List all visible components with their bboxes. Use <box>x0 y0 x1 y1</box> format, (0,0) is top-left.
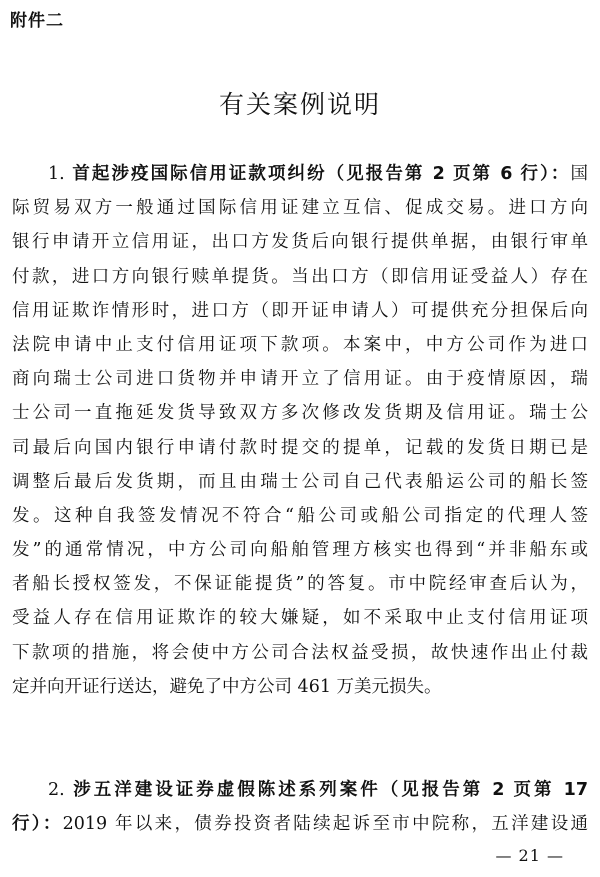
paragraph-line: 商向瑞士公司进口货物并申请开立了信用证。由于疫情原因，瑞 <box>12 369 588 390</box>
paragraph-line: 行）：2019 年以来，债券投资者陆续起诉至市中院称，五洋建设通 <box>12 814 588 835</box>
paragraph-case-2 <box>12 773 588 841</box>
paragraph-line: 信用证欺诈情形时，进口方（即开证申请人）可提供充分担保后向 <box>12 300 588 321</box>
paragraph-line: 法院申请中止支付信用证项下款项。本案中，中方公司作为进口 <box>12 334 588 355</box>
paragraph-line: 者船长授权签发，不保证能提货”的答复。市中院经审查后认为， <box>12 574 588 595</box>
paragraph-line: 际贸易双方一般通过国际信用证建立互信、促成交易。进口方向 <box>12 198 588 219</box>
case-heading: 1. 首起涉疫国际信用证款项纠纷（见报告第 2 页第 6 行）： <box>48 164 571 184</box>
paragraph-line: 1. 首起涉疫国际信用证款项纠纷（见报告第 2 页第 6 行）：国 <box>48 164 588 184</box>
page-number: — 21 — <box>495 846 564 865</box>
case-heading-continued: 行）： <box>12 814 63 835</box>
paragraph-line: 发”的通常情况，中方公司向船舶管理方核实也得到“并非船东或 <box>12 540 588 561</box>
page-title: 有关案例说明 <box>218 90 381 119</box>
case-heading: 2. 涉五洋建设证券虚假陈述系列案件（见报告第 2 页第 17 <box>48 780 588 800</box>
paragraph-line: 银行申请开立信用证，出口方发货后向银行提供单据，由银行审单 <box>12 232 588 253</box>
paragraph-line: 调整后最后发货期，而且由瑞士公司自己代表船运公司的船长签 <box>12 471 588 492</box>
paragraph-line: 司最后向国内银行申请付款时提交的提单，记载的发货日期已是 <box>12 437 588 458</box>
paragraph-line: 受益人存在信用证欺诈的较大嫌疑，如不采取中止支付信用证项 <box>12 608 588 629</box>
paragraph-line: 付款，进口方向银行赎单提货。当出口方（即信用证受益人）存在 <box>12 266 588 287</box>
paragraph-line <box>12 773 588 807</box>
paragraph-line: 定并向开证行送达，避免了中方公司 461 万美元损失。 <box>12 676 442 697</box>
paragraph-line: 下款项的措施，将会使中方公司合法权益受损，故快速作出止付裁 <box>12 642 588 663</box>
paragraph-line: 士公司一直拖延发货导致双方多次修改发货期及信用证。瑞士公 <box>12 403 588 424</box>
annex-label: 附件二 <box>10 11 64 31</box>
paragraph-case-1 <box>12 157 588 704</box>
paragraph-line: 发。这种自我签发情况不符合“船公司或船公司指定的代理人签 <box>12 505 588 526</box>
